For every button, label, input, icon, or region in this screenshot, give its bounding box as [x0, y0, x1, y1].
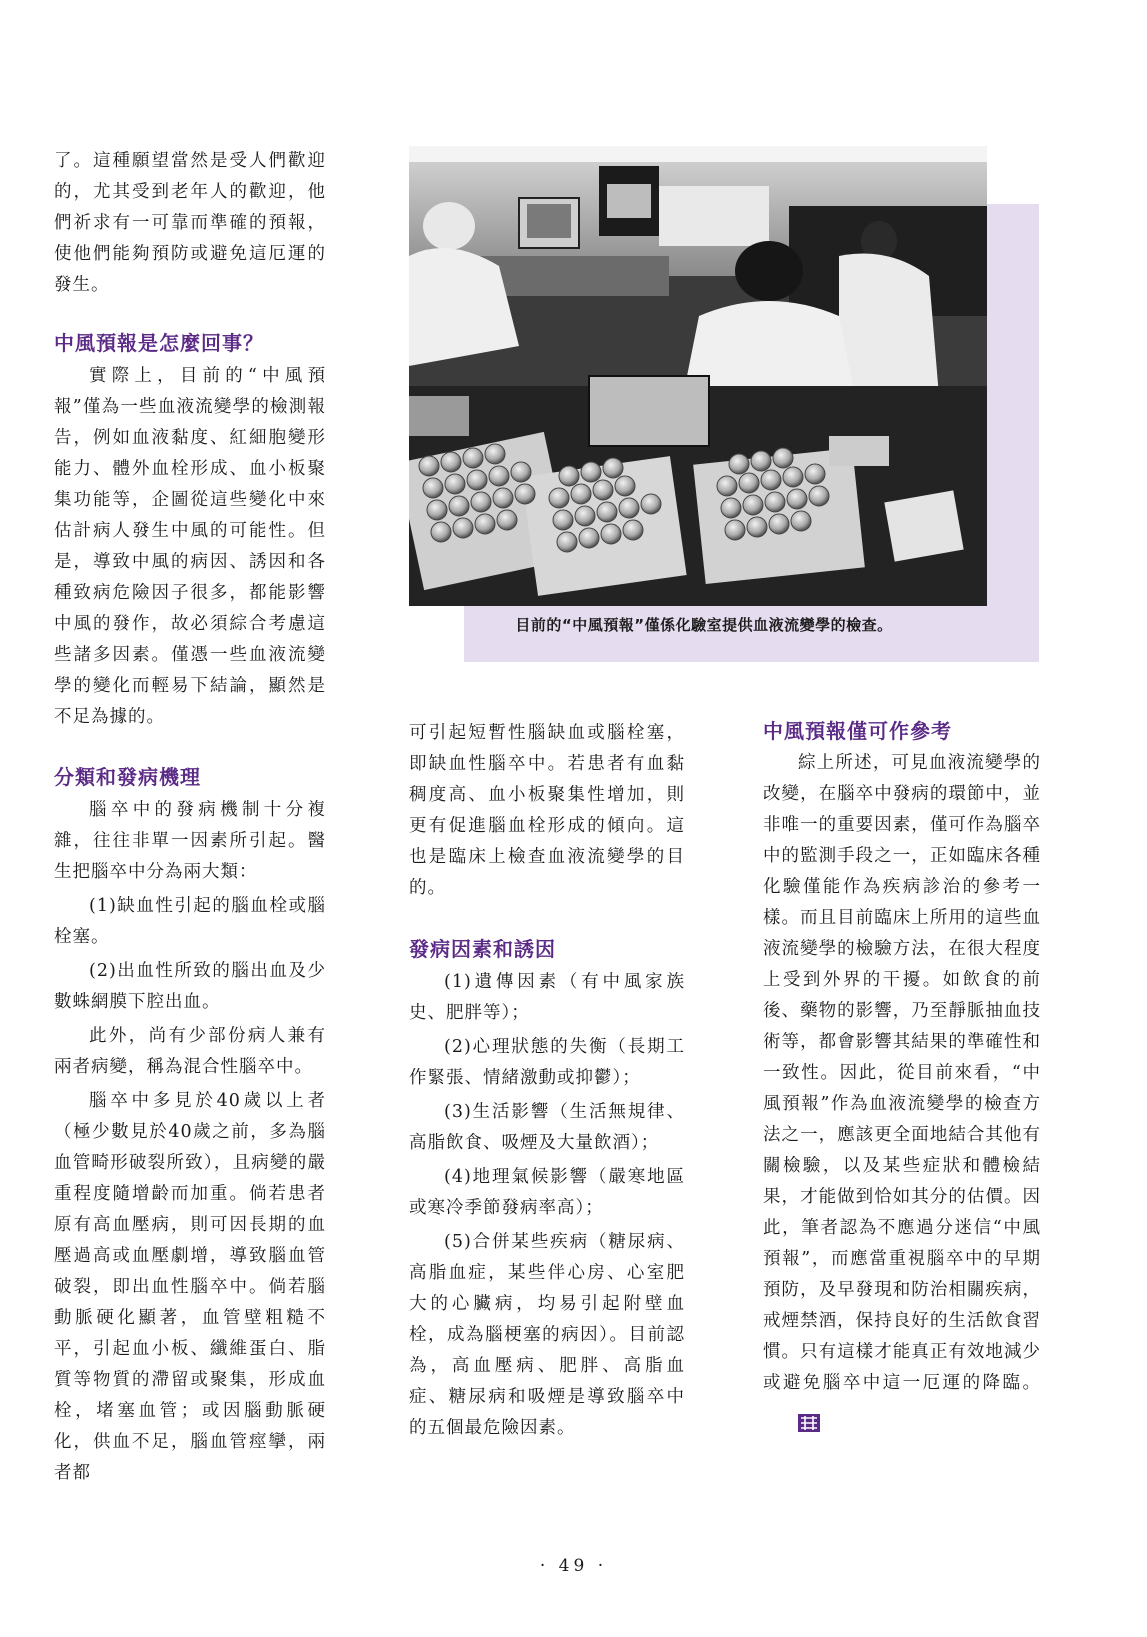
heading-reference-only: 中風預報僅可作參考: [763, 719, 952, 743]
paragraph-mixed: 此外，尚有少部份病人兼有兩者病變，稱為混合性腦卒中。: [54, 1026, 326, 1077]
page-number: · 49 ·: [539, 1556, 608, 1576]
paragraph-continued: 可引起短暫性腦缺血或腦栓塞，即缺血性腦卒中。若患者有血黏稠度高、血小板聚集性增加，則更有促進腦血栓形成的傾向。這也是臨床上檢查血液流變學的目的。: [409, 723, 685, 898]
column-left: [54, 146, 326, 1489]
photo-caption: 目前的“中風預報”僅係化驗室提供血液流變學的檢查。: [515, 616, 893, 634]
paragraph-conclusion: [763, 748, 1041, 1430]
column-middle: [409, 718, 685, 1444]
intro-paragraph: 了。這種願望當然是受人們歡迎的，尤其受到老年人的歡迎，他們祈求有一可靠而準確的預報，使他們能夠預防或避免這厄運的發生。: [54, 151, 326, 295]
paragraph-forecast-explanation: 實際上，目前的“中風預報”僅為一些血液流變學的檢測報告，例如血液黏度、紅細胞變形能力、體外血栓形成、血小板聚集功能等，企圖從這些變化中來估計病人發生中風的可能性。但是，導致中風的病因、誘因和各種致病危險因子很多，都能影響中風的發作，故必須綜合考慮這些諸多因素。僅憑一些血液流變學的變化而輕易下結論，顯然是不足為據的。: [54, 366, 326, 727]
heading-causes-triggers: 發病因素和誘因: [409, 937, 556, 961]
conclusion-text: 綜上所述，可見血液流變學的改變，在腦卒中發病的環節中，並非唯一的重要因素，僅可作為腦卒中的監測手段之一，正如臨床各種化驗僅能作為疾病診治的參考一樣。而且目前臨床上所用的這些血液流變學的檢驗方法，在很大程度上受到外界的干擾。如飲食的前後、藥物的影響，乃至靜脈抽血技術等，都會影響其結果的準確性和一致性。因此，從目前來看，“中風預報”作為血液流變學的檢查方法之一，應該更全面地結合其他有關檢驗，以及某些症狀和體檢結果，才能做到恰如其分的估價。因此，筆者認為不應過分迷信“中風預報”，而應當重視腦卒中的早期預防，及早發現和防治相關疾病，戒煙禁酒，保持良好的生活飲食習慣。只有這樣才能真正有效地減少或避免腦卒中這一厄運的降臨。: [763, 753, 1041, 1393]
paragraph-mechanism-intro: 腦卒中的發病機制十分複雜，往往非單一因素所引起。醫生把腦卒中分為兩大類：: [54, 800, 326, 882]
sample-tray-center: [521, 456, 686, 596]
paragraph-psychological: (2)心理狀態的失衡（長期工作緊張、情緒激動或抑鬱）；: [409, 1037, 685, 1088]
paragraph-genetic: (1)遺傳因素（有中風家族史、肥胖等）；: [409, 972, 685, 1023]
heading-what-is-stroke-forecast: 中風預報是怎麼回事？: [54, 331, 264, 355]
paragraph-climate: (4)地理氣候影響（嚴寒地區或寒冷季節發病率高）；: [409, 1167, 685, 1218]
paragraph-ischemic: (1)缺血性引起的腦血栓或腦栓塞。: [54, 896, 326, 947]
paragraph-lifestyle: (3)生活影響（生活無規律、高脂飲食、吸煙及大量飲酒）；: [409, 1102, 685, 1153]
lab-photo: [409, 146, 987, 606]
photo-figure: [409, 146, 1041, 662]
paragraph-age-risk: 腦卒中多見於40歲以上者（極少數見於40歲之前，多為腦血管畸形破裂所致），且病變的嚴重程度隨增齡而加重。倘若患者原有高血壓病，則可因長期的血壓過高或血壓劇增，導致腦血管破裂，即出血性腦卒中。倘若腦動脈硬化顯著，血管壁粗糙不平，引起血小板、纖維蛋白、脂質等物質的滯留或聚集，形成血栓，堵塞血管；或因腦動脈硬化，供血不足，腦血管痙攣，兩者都: [54, 1091, 326, 1483]
heading-classification-mechanism: 分類和發病機理: [54, 765, 201, 789]
end-mark-icon: [763, 1412, 785, 1430]
paragraph-comorbidity: (5)合併某些疾病（糖尿病、高脂血症，某些伴心房、心室肥大的心臟病，均易引起附壁血栓，成為腦梗塞的病因）。目前認為，高血壓病、肥胖、高脂血症、糖尿病和吸煙是導致腦卒中的五個最危險因素。: [409, 1232, 685, 1438]
column-right: [763, 716, 1041, 1430]
paragraph-hemorrhagic: (2)出血性所致的腦出血及少數蛛網膜下腔出血。: [54, 961, 326, 1012]
